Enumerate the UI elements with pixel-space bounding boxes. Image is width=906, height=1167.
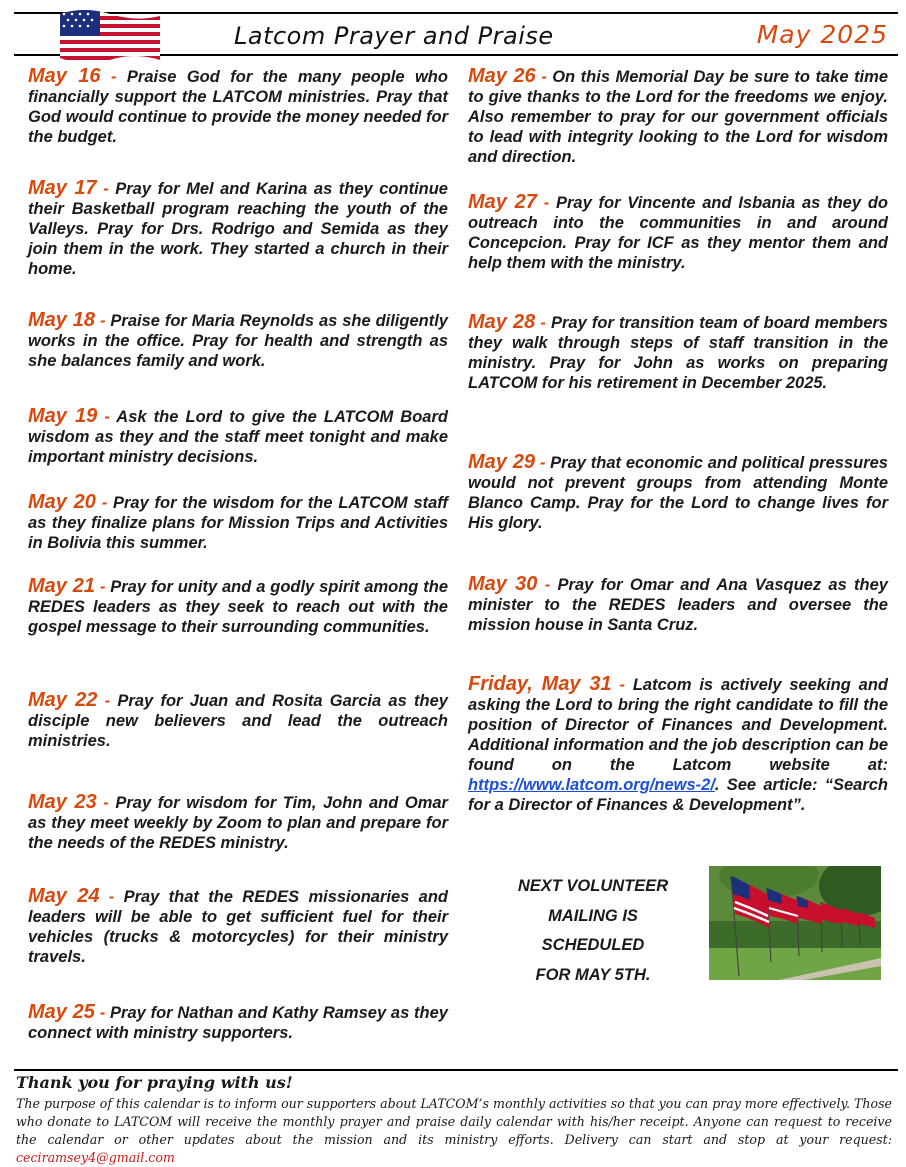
entry-text: Pray for Omar and Ana Vasquez as they minister to the REDES leaders and oversee the mission house in Santa Cruz. bbox=[468, 576, 888, 634]
entry-text: Praise God for the many people who financially support the LATCOM ministries. Pray that God would continue to provide the money needed for the budget. bbox=[28, 68, 448, 146]
entry-day: May 20 bbox=[28, 491, 96, 513]
footer-body: The purpose of this calendar is to inform our supporters about LATCOM’s monthly activities so that you can pray more effectively. Those who donate to LATCOM will receive the monthly prayer and praise daily calendar with his/her receipt. Anyone can request to receive the calendar or other updates about the mission and its ministry efforts. Delivery can start and stop at your request: bbox=[16, 1096, 892, 1147]
entry-day: May 23 bbox=[28, 791, 97, 813]
volunteer-line: NEXT VOLUNTEER bbox=[517, 877, 669, 895]
page-header bbox=[14, 12, 898, 56]
entry-text: Pray that economic and political pressures would not prevent groups from attending Monte Blanco Camp. Pray for the Lord to change lives for His glory. bbox=[468, 454, 888, 532]
entry-day: May 21 bbox=[28, 575, 95, 597]
entry-day: May 28 bbox=[468, 311, 536, 333]
entry-day: May 30 bbox=[468, 573, 538, 595]
entry-day: May 25 bbox=[28, 1001, 95, 1023]
entry-day: May 22 bbox=[28, 689, 98, 711]
latcom-news-link[interactable]: https://www.latcom.org/news-2/ bbox=[468, 776, 715, 794]
prayer-entry: May 30 - Pray for Omar and Ana Vasquez as they minister to the REDES leaders and oversee the mission house in Santa Cruz. bbox=[468, 573, 888, 634]
american-flag-icon bbox=[54, 6, 166, 64]
prayer-entry: May 21 - Pray for unity and a godly spirit among the REDES leaders as they seek to reach out with the gospel message to their surrounding communities. bbox=[28, 575, 448, 636]
prayer-entry: Friday, May 31 - Latcom is actively seeking and asking the Lord to bring the right candidate to fill the position of Director of Finances and Development. Additional information and the job description can be found on the Latcom website at: https://www.latcom.org/news-2/. See article: “Search for a Director of Finances & Development”. bbox=[468, 673, 888, 814]
footer-text bbox=[16, 1095, 892, 1167]
prayer-entry: May 23 - Pray for wisdom for Tim, John and Omar as they meet weekly by Zoom to plan and prepare for the needs of the REDES ministry. bbox=[28, 791, 448, 852]
footer-title: Thank you for praying with us! bbox=[16, 1073, 293, 1092]
entry-day: May 17 bbox=[28, 177, 97, 199]
prayer-entry: May 24 - Pray that the REDES missionaries and leaders will be able to get sufficient fuel for their vehicles (trucks & motorcycles) for their ministry travels. bbox=[28, 885, 448, 966]
entry-text: Pray for Juan and Rosita Garcia as they disciple new believers and lead the outreach ministries. bbox=[28, 692, 448, 750]
entry-text: Pray for wisdom for Tim, John and Omar as they meet weekly by Zoom to plan and prepare for the needs of the REDES ministry. bbox=[28, 794, 448, 852]
entry-day: May 26 bbox=[468, 65, 536, 87]
prayer-entry: May 19 - Ask the Lord to give the LATCOM Board wisdom as they and the staff meet tonight and make important ministry decisions. bbox=[28, 405, 448, 466]
prayer-entry: May 22 - Pray for Juan and Rosita Garcia as they disciple new believers and lead the outreach ministries. bbox=[28, 689, 448, 750]
prayer-entry: May 20 - Pray for the wisdom for the LATCOM staff as they finalize plans for Mission Trips and Activities in Bolivia this summer. bbox=[28, 491, 448, 552]
footer-divider bbox=[14, 1069, 898, 1071]
prayer-entry: May 25 - Pray for Nathan and Kathy Ramsey as they connect with ministry supporters. bbox=[28, 1001, 448, 1042]
entry-day: May 27 bbox=[468, 191, 537, 213]
volunteer-notice bbox=[498, 872, 688, 990]
entry-day: May 29 bbox=[468, 451, 535, 473]
prayer-entry: May 16 - Praise God for the many people who financially support the LATCOM ministries. Pray that God would continue to provide the money needed for the budget. bbox=[28, 65, 448, 146]
prayer-entry: May 27 - Pray for Vincente and Isbania as they do outreach into the communities in and around Concepcion. Pray for ICF as they mentor them and help them with the ministry. bbox=[468, 191, 888, 272]
memorial-flags-photo bbox=[709, 866, 881, 980]
contact-email-link[interactable]: ceciramsey4@gmail.com bbox=[16, 1150, 175, 1165]
entry-text: Pray for Mel and Karina as they continue their Basketball program reaching the youth of the Valleys. Pray for Drs. Rodrigo and Semida as they join them in the work. They started a church in their home. bbox=[28, 180, 448, 278]
entry-day: Friday, May 31 bbox=[468, 673, 612, 695]
entry-day: May 19 bbox=[28, 405, 98, 427]
volunteer-line: MAILING IS bbox=[548, 906, 638, 925]
page-title: Latcom Prayer and Praise bbox=[234, 22, 554, 50]
prayer-entry: May 18 - Praise for Maria Reynolds as she diligently works in the office. Pray for health and strength as she balances family and work. bbox=[28, 309, 448, 370]
entry-text: Praise for Maria Reynolds as she diligently works in the office. Pray for health and strength as she balances family and work. bbox=[28, 312, 448, 370]
entry-text: Pray for Vincente and Isbania as they do outreach into the communities in and around Concepcion. Pray for ICF as they mentor them and help them with the ministry. bbox=[468, 194, 888, 272]
entry-text: On this Memorial Day be sure to take time to give thanks to the Lord for the freedoms we enjoy. Also remember to pray for our government officials to lead with integrity looking to the Lord for wisdom and direction. bbox=[468, 68, 888, 166]
volunteer-line: FOR MAY 5TH. bbox=[535, 965, 651, 984]
prayer-entry: May 29 - Pray that economic and political pressures would not prevent groups from attending Monte Blanco Camp. Pray for the Lord to change lives for His glory. bbox=[468, 451, 888, 532]
prayer-entry: May 28 - Pray for transition team of board members they walk through steps of staff transition in the ministry. Pray for John as works on preparing LATCOM for his retirement in December 2025. bbox=[468, 311, 888, 392]
calendar-month: May 2025 bbox=[756, 20, 888, 49]
prayer-entry: May 26 - On this Memorial Day be sure to take time to give thanks to the Lord for the freedoms we enjoy. Also remember to pray for our government officials to lead with integrity looking to the Lord for wisdom and direction. bbox=[468, 65, 888, 166]
entry-text: Pray for Nathan and Kathy Ramsey as they connect with ministry supporters. bbox=[28, 1004, 448, 1042]
entry-text: Ask the Lord to give the LATCOM Board wisdom as they and the staff meet tonight and make important ministry decisions. bbox=[28, 408, 448, 466]
prayer-entry: May 17 - Pray for Mel and Karina as they continue their Basketball program reaching the youth of the Valleys. Pray for Drs. Rodrigo and Semida as they join them in the work. They started a church in their home. bbox=[28, 177, 448, 278]
volunteer-line: SCHEDULED bbox=[541, 936, 645, 954]
entry-text: Pray that the REDES missionaries and leaders will be able to get sufficient fuel for their vehicles (trucks & motorcycles) for their ministry travels. bbox=[28, 888, 448, 966]
entry-text: Pray for transition team of board members they walk through steps of staff transition in the ministry. Pray for John as works on preparing LATCOM for his retirement in December 2025. bbox=[468, 314, 888, 392]
entry-text: Pray for unity and a godly spirit among the REDES leaders as they seek to reach out with the gospel message to their surrounding communities. bbox=[28, 578, 448, 636]
entry-text-after: . See article: “Search for a Director of Finances & Development”. bbox=[468, 776, 888, 814]
entry-text: Pray for the wisdom for the LATCOM staff as they finalize plans for Mission Trips and Activities in Bolivia this summer. bbox=[28, 494, 448, 552]
entry-day: May 16 bbox=[28, 65, 101, 87]
entry-day: May 18 bbox=[28, 309, 96, 331]
entry-day: May 24 bbox=[28, 885, 100, 907]
entry-text: Latcom is actively seeking and asking the Lord to bring the right candidate to fill the position of Director of Finances and Development. Additional information and the job description can be found on the Latcom website at: bbox=[468, 676, 888, 774]
